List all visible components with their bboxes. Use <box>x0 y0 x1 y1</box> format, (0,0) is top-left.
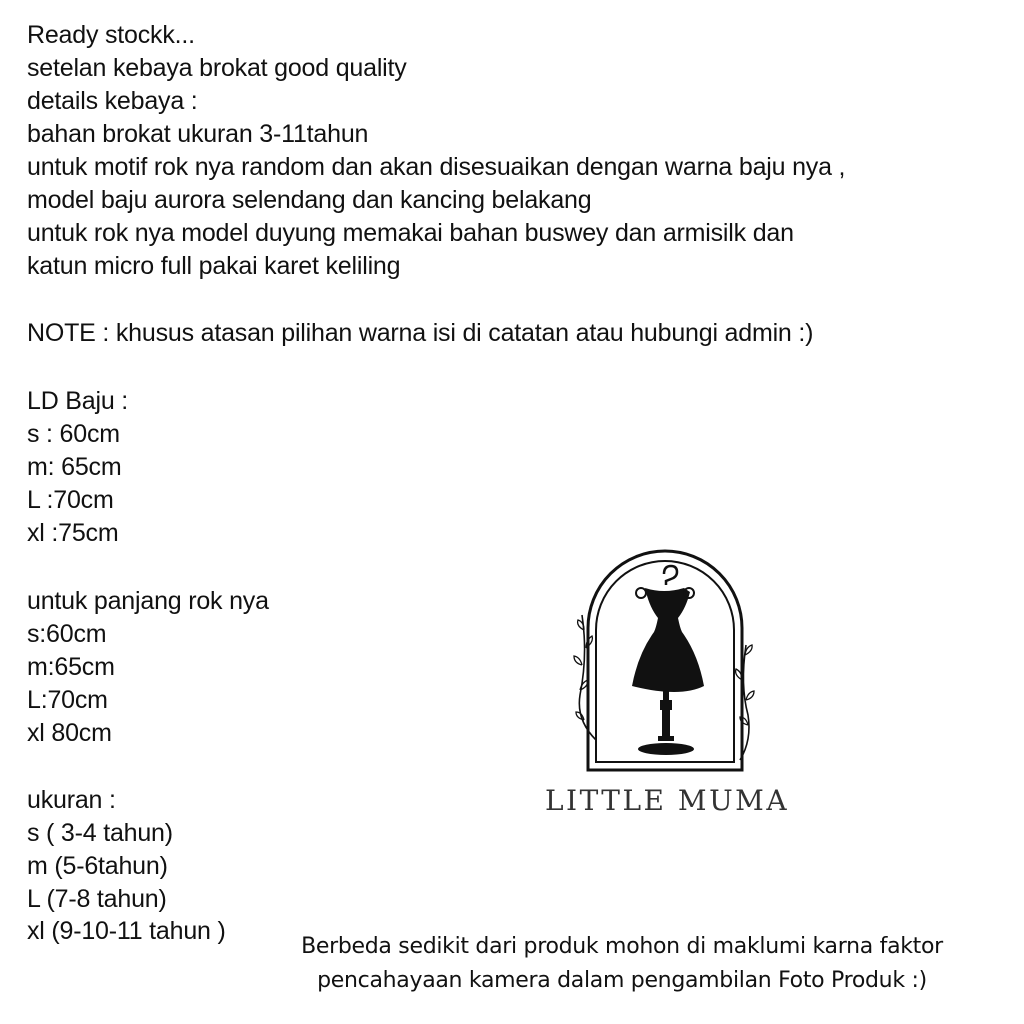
rok-heading: untuk panjang rok nya <box>27 587 269 615</box>
ukuran-heading: ukuran : <box>27 786 116 814</box>
intro-line: Ready stockk... <box>27 21 195 49</box>
rok-size-item: L:70cm <box>27 686 108 714</box>
ukuran-size-item: xl (9-10-11 tahun ) <box>27 917 226 945</box>
note-text: NOTE : khusus atasan pilihan warna isi di catatan atau hubungi admin :) <box>27 319 814 347</box>
intro-line: untuk motif rok nya random dan akan disesuaikan dengan warna baju nya , <box>27 153 846 181</box>
ld-size-item: m: 65cm <box>27 453 122 481</box>
intro-line: setelan kebaya brokat good quality <box>27 54 407 82</box>
ld-baju-section <box>27 385 128 550</box>
intro-line: untuk rok nya model duyung memakai bahan buswey dan armisilk dan <box>27 219 794 247</box>
rok-size-item: xl 80cm <box>27 719 112 747</box>
intro-line: katun micro full pakai karet keliling <box>27 252 401 280</box>
note-section <box>27 317 813 350</box>
product-description <box>27 19 845 283</box>
disclaimer-line: Berbeda sedikit dari produk mohon di maklumi karna faktor <box>301 934 943 959</box>
disclaimer <box>262 930 982 998</box>
disclaimer-line: pencahayaan kamera dalam pengambilan Foto Produk :) <box>317 968 927 993</box>
panjang-rok-section <box>27 585 269 750</box>
ld-size-item: xl :75cm <box>27 519 119 547</box>
intro-line: bahan brokat ukuran 3-11tahun <box>27 120 369 148</box>
ld-baju-heading: LD Baju : <box>27 387 129 415</box>
intro-line: details kebaya : <box>27 87 198 115</box>
intro-line: model baju aurora selendang dan kancing belakang <box>27 186 592 214</box>
ukuran-size-item: m (5-6tahun) <box>27 852 168 880</box>
ld-size-item: s : 60cm <box>27 420 120 448</box>
ukuran-size-item: L (7-8 tahun) <box>27 885 167 913</box>
dress-mannequin-arch-icon <box>560 530 770 780</box>
rok-size-item: m:65cm <box>27 653 115 681</box>
ld-size-item: L :70cm <box>27 486 114 514</box>
rok-size-item: s:60cm <box>27 620 107 648</box>
ukuran-section <box>27 784 173 916</box>
brand-name: LITTLE MUMA <box>544 784 790 817</box>
ukuran-size-item: s ( 3-4 tahun) <box>27 819 173 847</box>
